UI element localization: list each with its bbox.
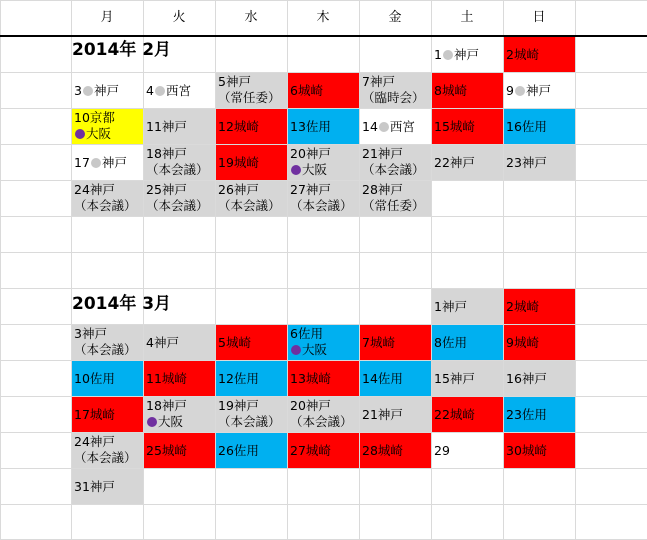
cell-text: 20神戸 [290, 146, 331, 161]
cell-line [290, 443, 331, 459]
column-gridline [0, 0, 1, 539]
cell-text: 神戸 [453, 46, 479, 62]
march-day-cell[interactable] [216, 433, 287, 468]
march-day-cell[interactable] [432, 325, 503, 360]
cell-text: 大阪 [86, 126, 112, 141]
cell-text: （本会議） [218, 414, 281, 429]
march-day-cell[interactable] [72, 469, 143, 504]
february-day-cell[interactable] [288, 145, 359, 180]
march-day-cell[interactable] [288, 433, 359, 468]
march-day-cell[interactable] [72, 397, 143, 432]
cell-text: 11城崎 [146, 370, 187, 386]
cell-line [506, 443, 547, 459]
february-day-cell[interactable] [432, 37, 503, 72]
cell-line [146, 146, 213, 162]
cell-text: （常任委） [362, 198, 425, 213]
february-day-cell[interactable] [72, 145, 143, 180]
cell-line [146, 182, 213, 198]
february-day-cell[interactable] [72, 73, 143, 108]
gray-dot-icon [91, 158, 101, 168]
march-day-cell[interactable] [432, 433, 503, 468]
cell-text: 1神戸 [434, 298, 467, 314]
cell-line [506, 83, 551, 99]
march-day-cell[interactable] [72, 361, 143, 396]
cell-text: （本会議） [74, 342, 137, 357]
cell-line [218, 119, 259, 135]
cell-line [362, 162, 429, 178]
march-day-cell[interactable] [360, 325, 431, 360]
cell-line [146, 83, 191, 99]
cell-line [74, 326, 141, 342]
cell-line [362, 146, 429, 162]
cell-line [218, 371, 259, 387]
cell-line [290, 414, 357, 430]
cell-text: 30城崎 [506, 442, 547, 458]
cell-text: 神戸 [525, 82, 551, 98]
cell-line [290, 83, 323, 99]
march-day-cell[interactable] [144, 325, 215, 360]
cell-line [146, 119, 187, 135]
february-day-cell[interactable] [144, 73, 215, 108]
cell-text: 26神戸 [218, 182, 259, 197]
february-day-cell[interactable] [72, 109, 143, 144]
gray-dot-icon [83, 86, 93, 96]
february-day-cell[interactable] [360, 145, 431, 180]
february-title: 2014年 2月 [72, 40, 172, 60]
march-title: 2014年 3月 [72, 294, 172, 314]
weekday-header: 金 [388, 10, 402, 25]
cell-line [434, 47, 479, 63]
purple-dot-icon [147, 417, 157, 427]
cell-line [146, 198, 213, 214]
weekday-header: 木 [316, 10, 330, 25]
february-day-cell[interactable] [432, 73, 503, 108]
february-day-cell[interactable] [288, 73, 359, 108]
weekday-header: 水 [244, 10, 258, 25]
cell-text: 22神戸 [434, 154, 475, 170]
march-day-cell[interactable] [432, 397, 503, 432]
cell-text: 17 [74, 154, 90, 170]
weekday-header: 日 [532, 10, 546, 25]
cell-line [434, 371, 475, 387]
weekday-header: 月 [100, 10, 114, 25]
february-day-cell[interactable] [504, 73, 575, 108]
cell-text: 9 [506, 82, 514, 98]
march-day-cell[interactable] [360, 433, 431, 468]
cell-text: 8佐用 [434, 334, 467, 350]
cell-text: 4 [146, 82, 154, 98]
february-day-cell[interactable] [432, 109, 503, 144]
cell-text: 19城崎 [218, 154, 259, 170]
february-day-cell[interactable] [432, 145, 503, 180]
cell-text: 11神戸 [146, 118, 187, 134]
cell-line [218, 414, 285, 430]
march-day-cell[interactable] [144, 433, 215, 468]
march-day-cell[interactable] [504, 289, 575, 324]
cell-line [290, 146, 357, 162]
march-day-cell[interactable] [144, 397, 215, 432]
column-gridline [575, 0, 576, 539]
march-day-cell[interactable] [144, 361, 215, 396]
cell-line [362, 407, 403, 423]
cell-line [74, 450, 141, 466]
cell-line [218, 74, 285, 90]
march-day-cell[interactable] [288, 397, 359, 432]
cell-line [506, 407, 547, 423]
cell-text: 5城崎 [218, 334, 251, 350]
cell-text: 19神戸 [218, 398, 259, 413]
cell-text: 23佐用 [506, 406, 547, 422]
cell-line [74, 182, 141, 198]
cell-text: 17城崎 [74, 406, 115, 422]
cell-text: 西宮 [165, 82, 191, 98]
weekday-header: 火 [172, 10, 186, 25]
cell-text: 6城崎 [290, 82, 323, 98]
cell-line [218, 398, 285, 414]
cell-text: 6佐用 [290, 326, 323, 341]
february-day-cell[interactable] [504, 109, 575, 144]
purple-dot-icon [291, 165, 301, 175]
february-day-cell[interactable] [216, 109, 287, 144]
cell-text: 24神戸 [74, 182, 115, 197]
march-day-cell[interactable] [504, 361, 575, 396]
cell-line [362, 335, 395, 351]
cell-line [218, 335, 251, 351]
cell-line [290, 326, 357, 342]
cell-text: 2城崎 [506, 46, 539, 62]
cell-line [290, 342, 357, 358]
cell-line [74, 434, 141, 450]
cell-text: 9城崎 [506, 334, 539, 350]
cell-line [146, 335, 179, 351]
march-day-cell[interactable] [360, 397, 431, 432]
cell-text: 27神戸 [290, 182, 331, 197]
cell-line [506, 119, 547, 135]
february-day-cell[interactable] [504, 145, 575, 180]
cell-line [362, 182, 429, 198]
february-day-cell[interactable] [216, 145, 287, 180]
march-day-cell[interactable] [216, 397, 287, 432]
cell-line [434, 407, 475, 423]
cell-text: 大阪 [302, 342, 328, 357]
cell-text: 25城崎 [146, 442, 187, 458]
march-day-cell[interactable] [72, 433, 143, 468]
cell-line [290, 162, 357, 178]
february-day-cell[interactable] [360, 109, 431, 144]
february-day-cell[interactable] [216, 73, 287, 108]
cell-text: 31神戸 [74, 478, 115, 494]
cell-text: 21神戸 [362, 146, 403, 161]
cell-text: 12佐用 [218, 370, 259, 386]
february-day-cell[interactable] [360, 73, 431, 108]
march-day-cell[interactable] [216, 325, 287, 360]
february-day-cell[interactable] [360, 181, 431, 216]
cell-text: 18神戸 [146, 146, 187, 161]
cell-text: 20神戸 [290, 398, 331, 413]
cell-text: 29 [434, 442, 450, 458]
cell-line [146, 443, 187, 459]
cell-line [506, 47, 539, 63]
cell-text: 24神戸 [74, 434, 115, 449]
cell-text: 13城崎 [290, 370, 331, 386]
cell-text: 18神戸 [146, 398, 187, 413]
row-gridline [0, 216, 647, 217]
gray-dot-icon [515, 86, 525, 96]
february-day-cell[interactable] [288, 181, 359, 216]
cell-text: （常任委） [218, 90, 281, 105]
cell-line [506, 299, 539, 315]
cell-line [362, 371, 403, 387]
cell-text: 12城崎 [218, 118, 259, 134]
cell-text: 3 [74, 82, 82, 98]
cell-line [362, 119, 415, 135]
cell-line [74, 407, 115, 423]
february-day-cell[interactable] [144, 181, 215, 216]
cell-text: 13佐用 [290, 118, 331, 134]
cell-line [434, 155, 475, 171]
cell-text: 28城崎 [362, 442, 403, 458]
cell-text: 28神戸 [362, 182, 403, 197]
cell-line [362, 74, 429, 90]
cell-text: 23神戸 [506, 154, 547, 170]
cell-text: （本会議） [290, 198, 353, 213]
cell-text: 神戸 [93, 82, 119, 98]
cell-line [434, 335, 467, 351]
cell-text: 大阪 [158, 414, 184, 429]
cell-line [362, 198, 429, 214]
cell-text: 10京都 [74, 110, 115, 125]
gray-dot-icon [443, 50, 453, 60]
march-day-cell[interactable] [432, 361, 503, 396]
cell-line [218, 443, 259, 459]
cell-text: 大阪 [302, 162, 328, 177]
cell-text: 14佐用 [362, 370, 403, 386]
march-day-cell[interactable] [504, 397, 575, 432]
february-day-cell[interactable] [72, 181, 143, 216]
cell-line [362, 90, 429, 106]
cell-line [74, 479, 115, 495]
cell-text: （本会議） [362, 162, 425, 177]
march-day-cell[interactable] [504, 325, 575, 360]
cell-line [218, 182, 285, 198]
cell-text: （本会議） [218, 198, 281, 213]
cell-line [506, 335, 539, 351]
cell-line [434, 119, 475, 135]
cell-line [146, 414, 213, 430]
cell-text: 16佐用 [506, 118, 547, 134]
cell-line [362, 443, 403, 459]
cell-line [74, 371, 115, 387]
cell-text: 8城崎 [434, 82, 467, 98]
cell-line [146, 162, 213, 178]
cell-line [218, 198, 285, 214]
cell-text: （本会議） [290, 414, 353, 429]
cell-text: 15神戸 [434, 370, 475, 386]
march-day-cell[interactable] [504, 433, 575, 468]
cell-line [290, 371, 331, 387]
february-day-cell[interactable] [288, 109, 359, 144]
purple-dot-icon [291, 345, 301, 355]
cell-text: 22城崎 [434, 406, 475, 422]
february-day-cell[interactable] [504, 37, 575, 72]
cell-text: （本会議） [74, 198, 137, 213]
cell-line [290, 182, 357, 198]
cell-line [434, 299, 467, 315]
cell-text: 3神戸 [74, 326, 107, 341]
cell-line [146, 398, 213, 414]
february-day-cell[interactable] [144, 109, 215, 144]
cell-line [218, 155, 259, 171]
row-gridline [0, 504, 647, 505]
cell-text: （臨時会） [362, 90, 425, 105]
march-day-cell[interactable] [360, 361, 431, 396]
cell-text: 10佐用 [74, 370, 115, 386]
cell-line [74, 342, 141, 358]
cell-line [74, 126, 141, 142]
march-day-cell[interactable] [72, 325, 143, 360]
gray-dot-icon [379, 122, 389, 132]
cell-text: 14 [362, 118, 378, 134]
cell-text: 7神戸 [362, 74, 395, 89]
cell-text: 16神戸 [506, 370, 547, 386]
cell-line [146, 371, 187, 387]
row-gridline [0, 252, 647, 253]
february-day-cell[interactable] [144, 145, 215, 180]
march-day-cell[interactable] [288, 325, 359, 360]
cell-text: 25神戸 [146, 182, 187, 197]
cell-line [74, 155, 127, 171]
cell-line [290, 398, 357, 414]
cell-text: 5神戸 [218, 74, 251, 89]
cell-text: 27城崎 [290, 442, 331, 458]
cell-line [434, 83, 467, 99]
cell-line [506, 371, 547, 387]
cell-line [434, 443, 450, 459]
cell-line [74, 198, 141, 214]
march-day-cell[interactable] [432, 289, 503, 324]
march-day-cell[interactable] [216, 361, 287, 396]
cell-line [290, 198, 357, 214]
cell-text: 西宮 [389, 118, 415, 134]
weekday-header: 土 [460, 10, 474, 25]
cell-text: （本会議） [146, 162, 209, 177]
cell-text: （本会議） [146, 198, 209, 213]
cell-text: 4神戸 [146, 334, 179, 350]
cell-line [506, 155, 547, 171]
cell-text: 1 [434, 46, 442, 62]
cell-text: 7城崎 [362, 334, 395, 350]
cell-line [290, 119, 331, 135]
cell-text: 21神戸 [362, 406, 403, 422]
cell-text: （本会議） [74, 450, 137, 465]
cell-text: 2城崎 [506, 298, 539, 314]
cell-line [218, 90, 285, 106]
gray-dot-icon [155, 86, 165, 96]
cell-text: 26佐用 [218, 442, 259, 458]
cell-line [74, 110, 141, 126]
purple-dot-icon [75, 129, 85, 139]
cell-text: 神戸 [101, 154, 127, 170]
cell-line [74, 83, 119, 99]
february-day-cell[interactable] [216, 181, 287, 216]
march-day-cell[interactable] [288, 361, 359, 396]
cell-text: 15城崎 [434, 118, 475, 134]
